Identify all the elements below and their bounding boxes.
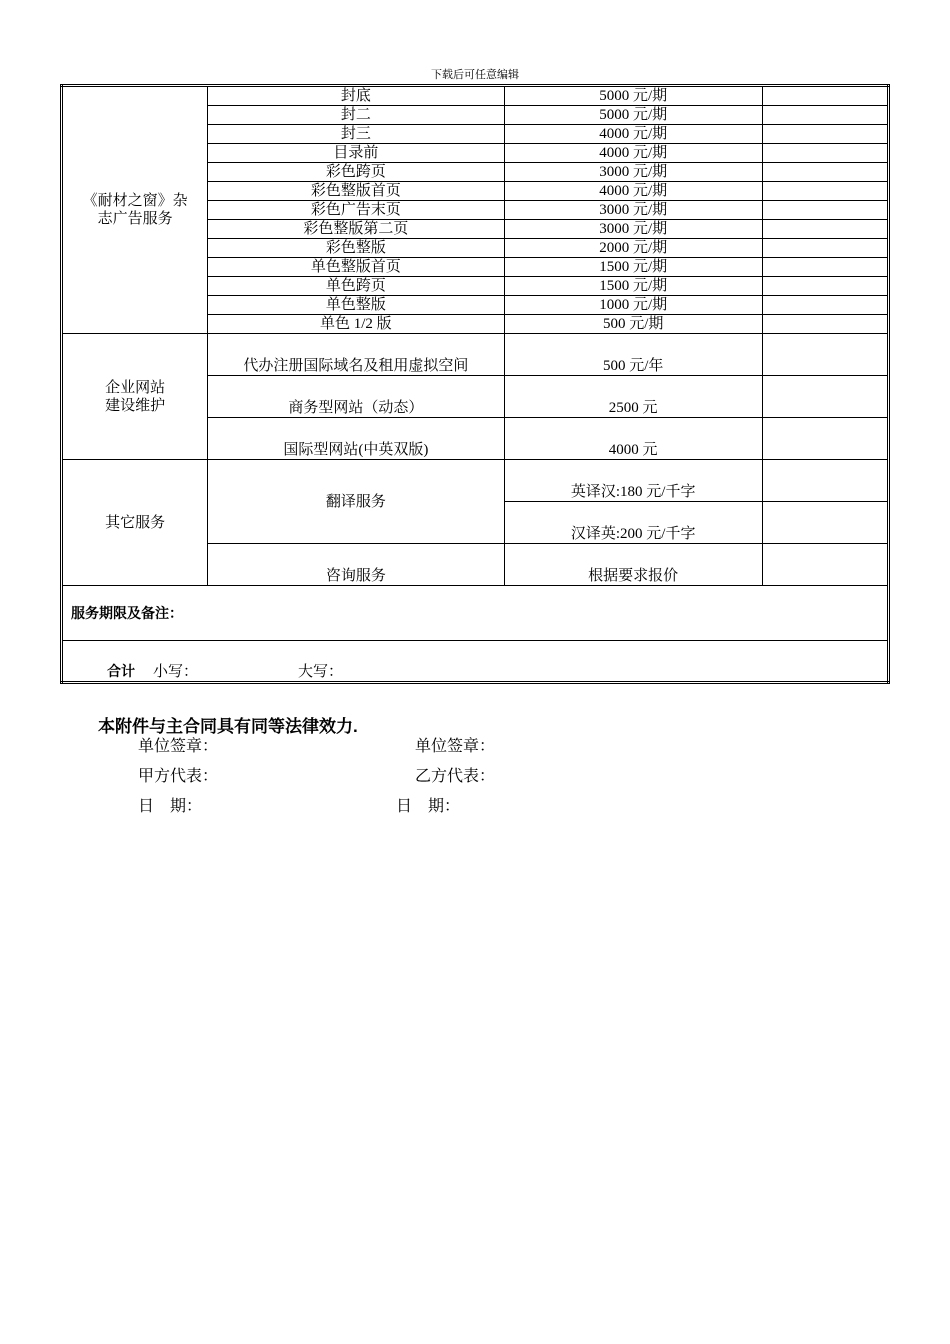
blank-cell [762, 544, 888, 586]
item-price: 4000 元/期 [504, 125, 762, 144]
page-header-note: 下载后可任意编辑 [431, 69, 519, 81]
right-date: 日 期： [396, 798, 461, 815]
blank-cell [762, 220, 888, 239]
item-name: 封三 [208, 125, 504, 144]
translation-service-name: 翻译服务 [208, 460, 504, 544]
table-row [62, 460, 889, 502]
total-big-label: 大写： [298, 664, 344, 680]
item-price: 汉译英:200 元/千字 [504, 502, 762, 544]
item-price: 根据要求报价 [504, 544, 762, 586]
item-price: 1000 元/期 [504, 296, 762, 315]
item-price: 500 元/期 [504, 315, 762, 334]
item-name: 彩色跨页 [208, 163, 504, 182]
left-representative: 甲方代表： [138, 768, 219, 785]
item-name: 目录前 [208, 144, 504, 163]
consulting-service-name: 咨询服务 [208, 544, 504, 586]
item-name: 彩色整版首页 [208, 182, 504, 201]
blank-cell [762, 201, 888, 220]
item-price: 500 元/年 [504, 334, 762, 376]
item-name: 封二 [208, 106, 504, 125]
right-representative: 乙方代表： [415, 768, 496, 785]
service-price-table [60, 84, 890, 684]
item-name: 单色 1/2 版 [208, 315, 504, 334]
other-category-cell: 其它服务 [62, 460, 208, 586]
item-price: 2500 元 [504, 376, 762, 418]
left-date: 日 期： [138, 798, 203, 815]
magazine-category-line-2: 志广告服务 [97, 211, 173, 227]
total-small-label: 小写： [153, 664, 199, 680]
item-price: 2000 元/期 [504, 239, 762, 258]
item-name: 彩色广告末页 [208, 201, 504, 220]
item-name: 代办注册国际域名及租用虚拟空间 [208, 334, 504, 376]
magazine-category-cell [62, 86, 208, 334]
item-price: 4000 元/期 [504, 182, 762, 201]
item-name: 商务型网站（动态） [208, 376, 504, 418]
blank-cell [762, 502, 888, 544]
item-name: 单色整版 [208, 296, 504, 315]
item-price: 4000 元/期 [504, 144, 762, 163]
blank-cell [762, 315, 888, 334]
total-cell [62, 641, 889, 683]
blank-cell [762, 460, 888, 502]
item-price: 4000 元 [504, 418, 762, 460]
remarks-row [62, 586, 889, 641]
item-price: 5000 元/期 [504, 86, 762, 106]
magazine-category-line-1: 《耐材之窗》杂 [82, 193, 188, 209]
blank-cell [762, 239, 888, 258]
total-label: 合计 [107, 663, 135, 679]
blank-cell [762, 334, 888, 376]
blank-cell [762, 182, 888, 201]
blank-cell [762, 125, 888, 144]
item-name: 彩色整版第二页 [208, 220, 504, 239]
item-price: 3000 元/期 [504, 163, 762, 182]
blank-cell [762, 277, 888, 296]
table-row [62, 334, 889, 376]
blank-cell [762, 106, 888, 125]
blank-cell [762, 296, 888, 315]
right-signature-seal: 单位签章： [415, 738, 496, 755]
item-name: 彩色整版 [208, 239, 504, 258]
website-category-line-1: 企业网站 [105, 379, 166, 396]
item-price: 1500 元/期 [504, 277, 762, 296]
blank-cell [762, 418, 888, 460]
blank-cell [762, 258, 888, 277]
blank-cell [762, 144, 888, 163]
left-signature-seal: 单位签章： [138, 738, 219, 755]
item-name: 单色跨页 [208, 277, 504, 296]
remarks-label: 服务期限及备注： [62, 586, 889, 641]
item-name: 封底 [208, 86, 504, 106]
item-price: 5000 元/期 [504, 106, 762, 125]
website-category-line-2: 建设维护 [105, 397, 166, 414]
item-price: 英译汉:180 元/千字 [504, 460, 762, 502]
blank-cell [762, 163, 888, 182]
total-row [62, 641, 889, 683]
item-price: 3000 元/期 [504, 220, 762, 239]
table-row [62, 86, 889, 106]
item-price: 1500 元/期 [504, 258, 762, 277]
item-price: 3000 元/期 [504, 201, 762, 220]
website-category-cell [62, 334, 208, 460]
item-name: 国际型网站(中英双版) [208, 418, 504, 460]
equal-effect-statement: 本附件与主合同具有同等法律效力. [98, 717, 358, 736]
blank-cell [762, 376, 888, 418]
blank-cell [762, 86, 888, 106]
item-name: 单色整版首页 [208, 258, 504, 277]
